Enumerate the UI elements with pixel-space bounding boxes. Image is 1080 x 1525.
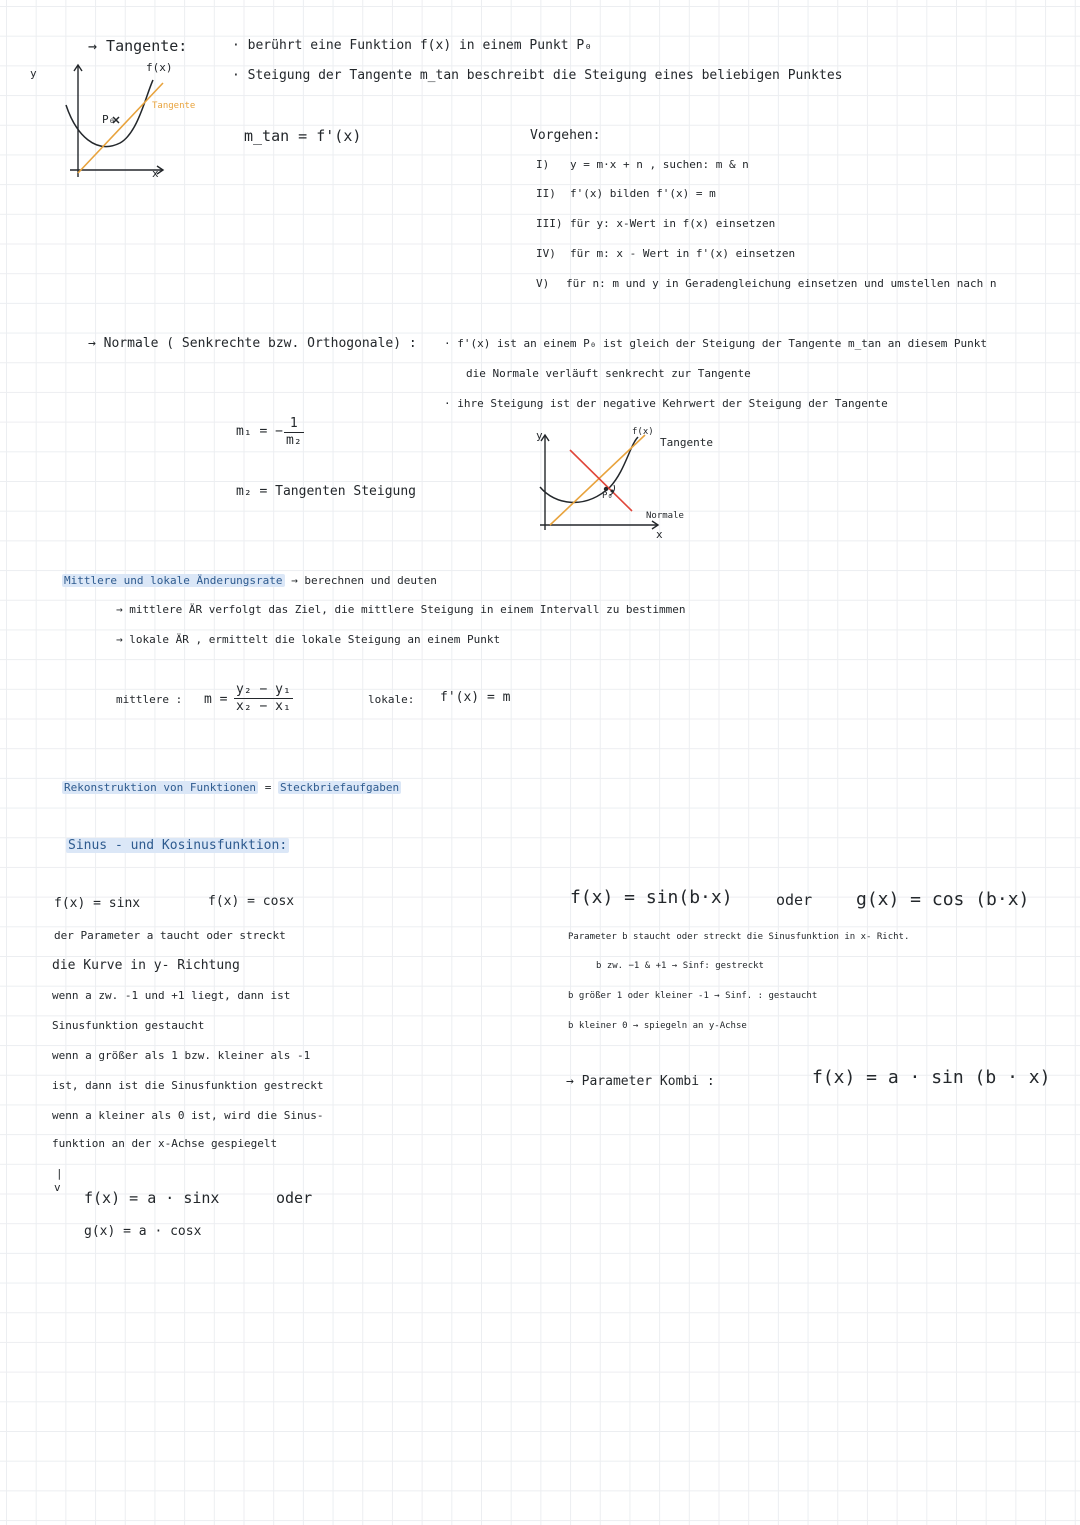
aenderungsrate-line-1: → mittlere ÄR verfolgt das Ziel, die mittlere Steigung in einem Intervall zu bestimmen: [116, 603, 686, 616]
rekonstruktion-heading-text: Rekonstruktion von Funktionen: [64, 781, 257, 794]
sinus-right-line-3: b größer 1 oder kleiner -1 → Sinf. : gestaucht: [568, 991, 818, 1001]
sinus-arrow-head: v: [54, 1181, 61, 1194]
normale-graph-p-label: P₀: [602, 491, 613, 501]
rekonstruktion-heading: [62, 780, 401, 796]
normale-formula-den: m₂: [286, 433, 302, 448]
mittlere-m-eq: m =: [204, 692, 228, 707]
normale-formula-fraction: [284, 416, 304, 449]
aenderungsrate-heading-text: Mittlere und lokale Änderungsrate: [64, 574, 283, 587]
tangente-graph-tan-label: Tangente: [152, 101, 196, 111]
sinus-left-line-5: wenn a größer als 1 bzw. kleiner als -1: [52, 1049, 311, 1062]
normale-formula-lhs: m₁ = −: [236, 424, 283, 439]
normale-point-1: · f'(x) ist an einem P₀ ist gleich der Steigung der Tangente m_tan an diesem Punkt: [444, 337, 988, 350]
normale-graph-f-label: f(x): [632, 427, 654, 437]
normale-point-3: · ihre Steigung ist der negative Kehrwert der Steigung der Tangente: [444, 397, 888, 410]
sinus-left-line-6: ist, dann ist die Sinusfunktion gestreckt: [52, 1079, 324, 1092]
tangente-formula: m_tan = f'(x): [244, 127, 362, 145]
normale-formula-num: 1: [289, 416, 298, 431]
sinus-right-oder: oder: [776, 891, 813, 909]
sinus-heading-text: Sinus - und Kosinusfunktion:: [68, 838, 288, 853]
vorgehen-step-1-num: I): [536, 158, 550, 171]
sinus-final-1: f(x) = a · sinx: [84, 1189, 220, 1207]
vorgehen-step-3-num: III): [536, 217, 563, 230]
normale-graph-x-label: x: [656, 528, 663, 541]
sinus-right-line-1: Parameter b staucht oder streckt die Sinusfunktion in x- Richt.: [568, 932, 910, 942]
sinus-right-line-4: b kleiner 0 → spiegeln an y-Achse: [568, 1021, 747, 1031]
normale-point-2: die Normale verläuft senkrecht zur Tangente: [466, 367, 751, 380]
normale-heading: → Normale ( Senkrechte bzw. Orthogonale) :: [88, 336, 417, 351]
vorgehen-step-4-num: IV): [536, 247, 556, 260]
sinus-heading: [66, 838, 289, 854]
sinus-left-line-2: die Kurve in y- Richtung: [52, 958, 240, 973]
sinus-arrow-shaft: |: [56, 1167, 63, 1180]
sinus-left-line-3: wenn a zw. -1 und +1 liegt, dann ist: [52, 989, 291, 1002]
vorgehen-step-1-text: y = m·x + n , suchen: m & n: [570, 158, 749, 171]
lokale-formula: f'(x) = m: [440, 690, 511, 705]
sinus-f2: f(x) = cosx: [208, 894, 295, 909]
aenderungsrate-heading: [62, 573, 437, 589]
sinus-final-oder: oder: [276, 1189, 313, 1207]
sinus-final-2: g(x) = a · cosx: [84, 1224, 202, 1239]
tangente-heading: → Tangente:: [88, 37, 188, 55]
rekonstruktion-suffix: Steckbriefaufgaben: [279, 781, 400, 794]
normale-graph-norm-label: Normale: [646, 511, 684, 521]
sinus-kombi-formula: f(x) = a · sin (b · x): [812, 1067, 1051, 1088]
vorgehen-step-3-text: für y: x-Wert in f(x) einsetzen: [570, 217, 776, 230]
vorgehen-step-5-text: für n: m und y in Geradengleichung einsetzen und umstellen nach n: [566, 277, 997, 290]
tangente-graph-f-label: f(x): [146, 61, 173, 74]
tangente-graph-y-label: y: [30, 67, 37, 80]
vorgehen-step-2-text: f'(x) bilden f'(x) = m: [570, 187, 716, 200]
rekonstruktion-eq: =: [264, 781, 272, 794]
tangente-graph-x-label: x: [152, 167, 159, 180]
vorgehen-step-5-num: V): [536, 277, 550, 290]
sinus-left-line-4: Sinusfunktion gestaucht: [52, 1019, 205, 1032]
mittlere-fraction-num: y₂ − y₁: [236, 682, 291, 697]
sinus-right-f: f(x) = sin(b·x): [570, 887, 733, 908]
normale-m2-definition: m₂ = Tangenten Steigung: [236, 484, 417, 499]
aenderungsrate-line-2: → lokale ÄR , ermittelt die lokale Steigung an einem Punkt: [116, 633, 501, 646]
sinus-left-line-8: funktion an der x-Achse gespiegelt: [52, 1137, 278, 1150]
normale-graph-tan-label: Tangente: [660, 436, 713, 449]
sinus-right-g: g(x) = cos (b·x): [856, 889, 1030, 910]
sinus-left-line-7: wenn a kleiner als 0 ist, wird die Sinus-: [52, 1109, 324, 1122]
normale-graph-y-label: y: [536, 429, 543, 442]
vorgehen-step-2-num: II): [536, 187, 556, 200]
sinus-f1: f(x) = sinx: [54, 896, 141, 911]
tangente-point-1: · berührt eine Funktion f(x) in einem Punkt P₀: [232, 38, 593, 53]
mittlere-fraction: [234, 682, 293, 715]
vorgehen-title: Vorgehen:: [530, 128, 601, 143]
mittlere-fraction-den: x₂ − x₁: [236, 699, 291, 714]
vorgehen-step-4-text: für m: x - Wert in f'(x) einsetzen: [570, 247, 796, 260]
lokale-label: lokale:: [368, 693, 415, 706]
aenderungsrate-heading-suffix: → berechnen und deuten: [291, 574, 437, 587]
tangente-graph: [28, 55, 218, 185]
sinus-left-line-1: der Parameter a taucht oder streckt: [54, 929, 286, 942]
mittlere-label: mittlere :: [116, 693, 183, 706]
tangente-point-2: · Steigung der Tangente m_tan beschreibt die Steigung eines beliebigen Punktes: [232, 68, 843, 83]
tangente-graph-p-label: P₀: [102, 113, 116, 126]
sinus-right-line-2: b zw. −1 & +1 → Sinf: gestreckt: [596, 961, 764, 971]
sinus-kombi-label: → Parameter Kombi :: [566, 1074, 715, 1089]
